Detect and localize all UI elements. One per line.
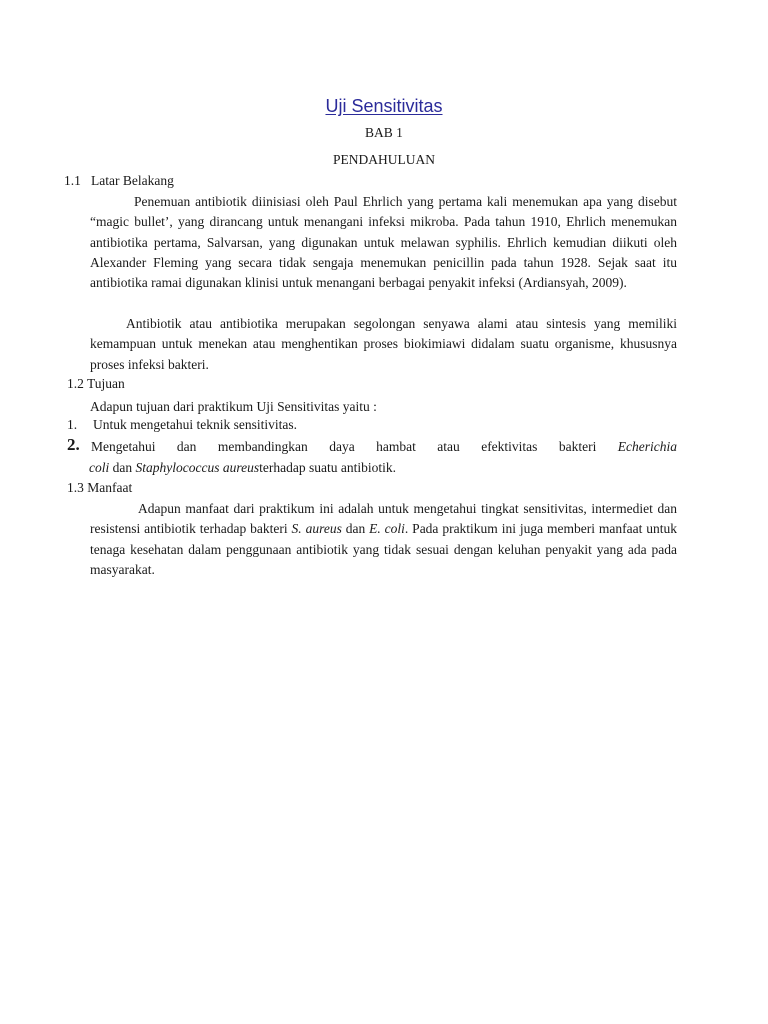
list-number: 2. <box>67 435 80 454</box>
paragraph-manfaat <box>90 499 677 580</box>
chapter-title: PENDAHULUAN <box>333 152 435 167</box>
paragraph-text: Adapun manfaat dari praktikum ini adalah untuk mengetahui tingkat sensitivitas, intermediet dan resistensi antibiotik terhadap bakteri <box>90 501 677 537</box>
paragraph-tujuan-intro: Adapun tujuan dari praktikum Uji Sensitivitas yaitu : <box>90 399 377 414</box>
section-heading-latar-belakang <box>64 173 174 189</box>
list-item-line-1 <box>91 436 677 457</box>
list-item-line-2 <box>89 457 396 478</box>
list-item-text: Mengetahui dan membandingkan daya hambat atau efektivitas bakteri <box>91 439 597 454</box>
paragraph-latar-belakang-1: Penemuan antibiotik diinisiasi oleh Paul Ehrlich yang pertama kali menemukan apa yang disebut “magic bullet’, yang dirancang untuk menangani infeksi mikroba. Pada tahun 1910, Ehrlich menemukan antibiotika pertama, Salvarsan, yang digunakan untuk melawan syphilis. Ehrlich kemudian diikuti oleh Alexander Fleming yang secara tidak sengaja menemukan penicillin pada tahun 1928. Sejak saat itu antibiotika ramai digunakan klinisi untuk menangani berbagai penyakit infeksi (Ardiansyah, 2009). <box>90 194 677 291</box>
list-item-text: Untuk mengetahui teknik sensitivitas. <box>93 417 297 432</box>
species-name: Staphylococcus aureus <box>135 460 260 475</box>
section-heading-tujuan: 1.2 Tujuan <box>67 376 125 391</box>
section-heading-manfaat: 1.3 Manfaat <box>67 480 133 495</box>
species-name: Echerichia <box>617 439 678 454</box>
chapter-number: BAB 1 <box>365 125 403 140</box>
conjunction-text: dan <box>112 460 133 475</box>
paragraph-latar-belakang-2: Antibiotik atau antibiotika merupakan segolongan senyawa alami atau sintesis yang memiliki kemampuan untuk menekan atau menghentikan proses biokimiawi didalam suatu organisme, khususnya proses infeksi bakteri. <box>90 316 677 372</box>
section-heading-text: Latar Belakang <box>91 173 174 188</box>
list-item-1 <box>67 417 297 433</box>
species-name: E. coli <box>369 521 405 537</box>
document-title[interactable]: Uji Sensitivitas <box>325 96 443 116</box>
list-item-text: terhadap suatu antibiotik. <box>259 460 396 475</box>
conjunction-text: dan <box>345 521 366 537</box>
paragraph-text: . Pada praktikum ini juga memberi manfaat untuk tenaga kesehatan dalam penggunaan antibiotik yang tidak sesuai dengan keluhan penyakit yang ada pada masyarakat. <box>90 521 678 577</box>
species-name: coli <box>89 460 110 475</box>
list-number: 1. <box>67 417 78 432</box>
species-name: S. aureus <box>291 521 342 537</box>
section-number: 1.1 <box>64 173 81 188</box>
